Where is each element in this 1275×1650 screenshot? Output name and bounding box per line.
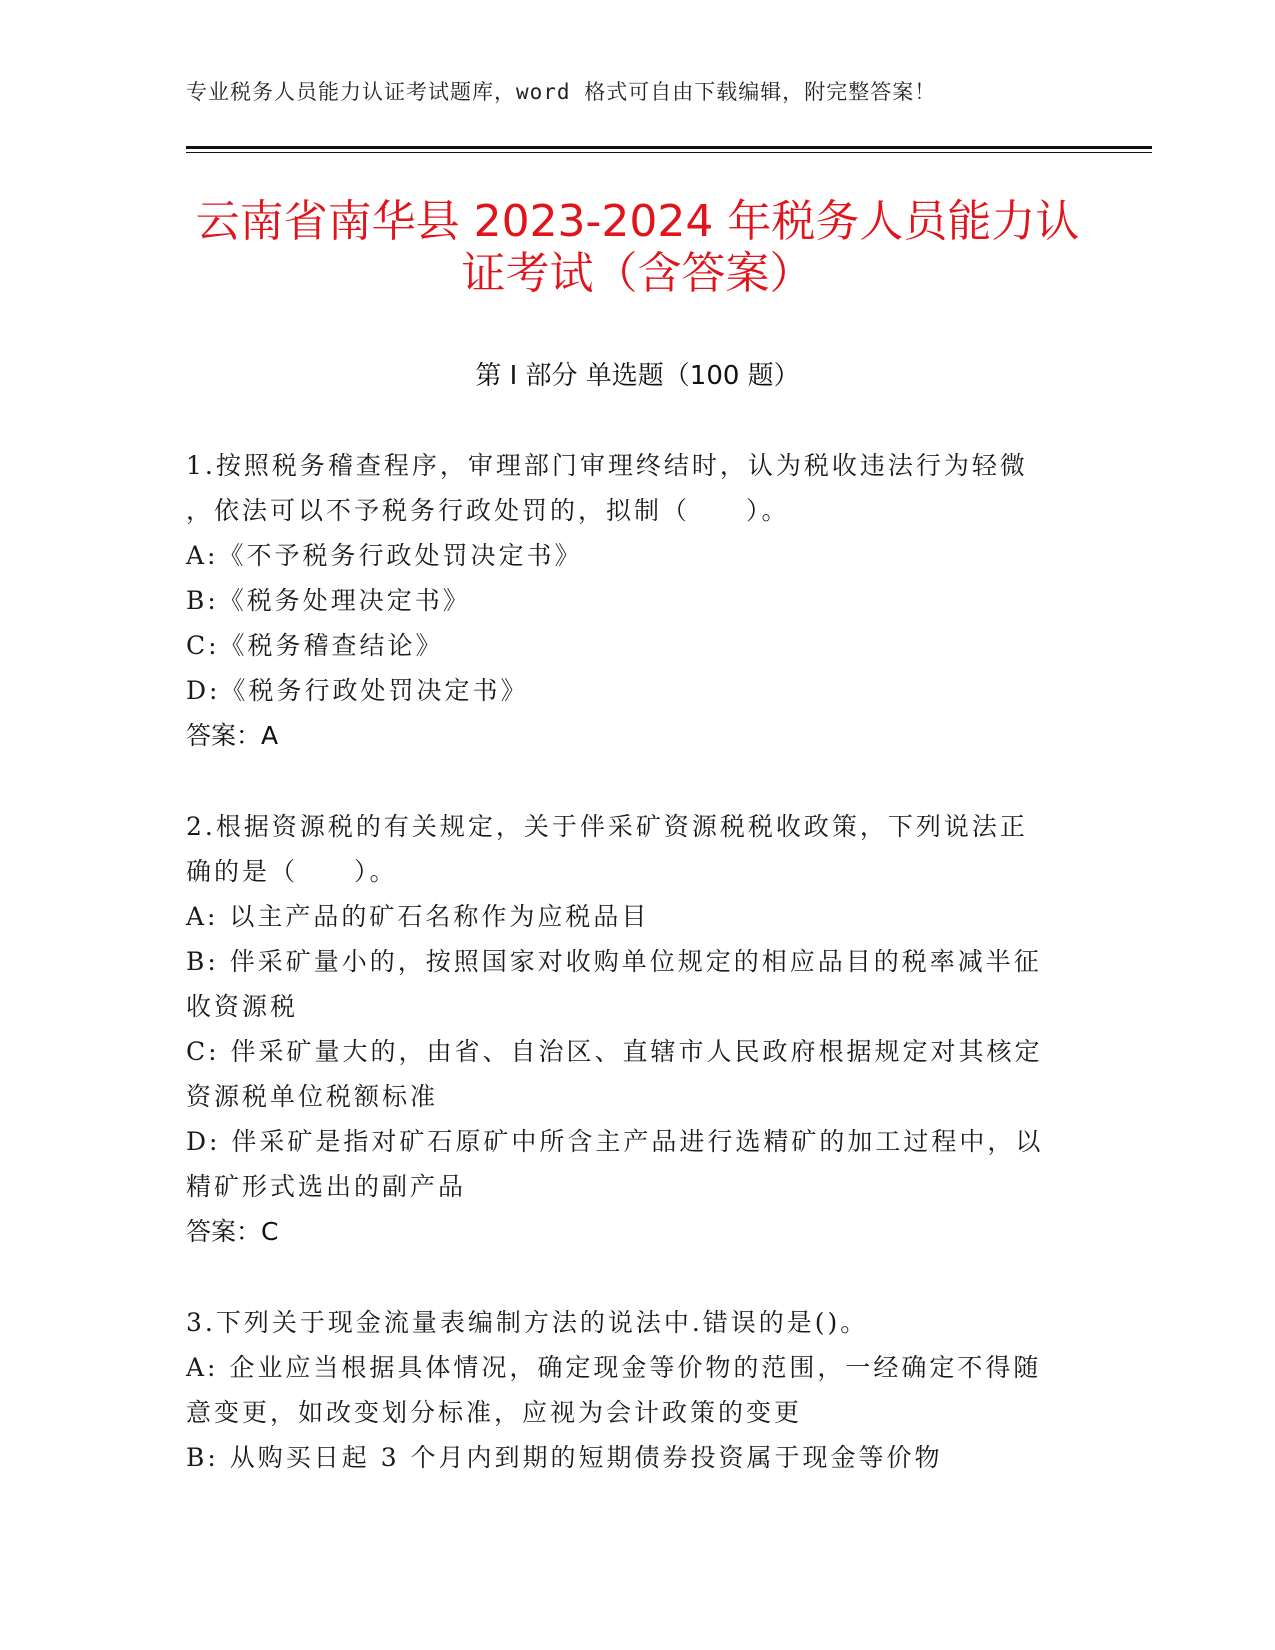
option-b: B: 伴采矿量小的，按照国家对收购单位规定的相应品目的税率减半征 [186, 947, 1042, 976]
option-a: A:《不予税务行政处罚决定书》 [186, 541, 583, 570]
option-a: A: 以主产品的矿石名称作为应税品目 [186, 902, 650, 931]
document-title-line-1: 云南省南华县 2023-2024 年税务人员能力认 [195, 196, 1080, 247]
answer: 答案：A [186, 721, 279, 750]
question-3 [186, 1300, 1076, 1480]
question-stem: 2.根据资源税的有关规定，关于伴采矿资源税税收政策，下列说法正 [186, 812, 1028, 841]
question-stem-continued: ，依法可以不予税务行政处罚的，拟制（ ）。 [186, 496, 790, 525]
question-stem-continued: 确的是（ ）。 [186, 857, 398, 886]
header-divider-thin [186, 152, 1152, 153]
option-c: C: 伴采矿量大的，由省、自治区、直辖市人民政府根据规定对其核定 [186, 1037, 1043, 1066]
question-list [186, 443, 1076, 1526]
option-d: D: 伴采矿是指对矿石原矿中所含主产品进行选精矿的加工过程中，以 [186, 1127, 1044, 1156]
question-stem: 3.下列关于现金流量表编制方法的说法中.错误的是()。 [186, 1308, 869, 1337]
option-c: C:《税务稽查结论》 [186, 631, 444, 660]
header-divider-thick [186, 146, 1152, 149]
option-a: A: 企业应当根据具体情况，确定现金等价物的范围，一经确定不得随 [186, 1353, 1042, 1382]
document-title-line-2: 证考试（含答案） [461, 248, 814, 299]
option-d-continued: 精矿形式选出的副产品 [186, 1172, 467, 1201]
section-title: 第 I 部分 单选题（100 题） [475, 361, 800, 391]
option-b: B: 从购买日起 3 个月内到期的短期债券投资属于现金等价物 [186, 1443, 943, 1472]
question-2 [186, 804, 1076, 1254]
option-c-continued: 资源税单位税额标准 [186, 1082, 439, 1111]
question-1 [186, 443, 1076, 758]
answer: 答案：C [186, 1217, 279, 1246]
option-b: B:《税务处理决定书》 [186, 586, 471, 615]
option-b-continued: 收资源税 [186, 992, 299, 1021]
option-a-continued: 意变更，如改变划分标准，应视为会计政策的变更 [186, 1398, 803, 1427]
header-note: 专业税务人员能力认证考试题库，word 格式可自由下载编辑，附完整答案！ [186, 80, 937, 104]
question-stem: 1.按照税务稽查程序，审理部门审理终结时，认为税收违法行为轻微 [186, 451, 1028, 480]
option-d: D:《税务行政处罚决定书》 [186, 676, 529, 705]
document-title [186, 196, 1089, 300]
